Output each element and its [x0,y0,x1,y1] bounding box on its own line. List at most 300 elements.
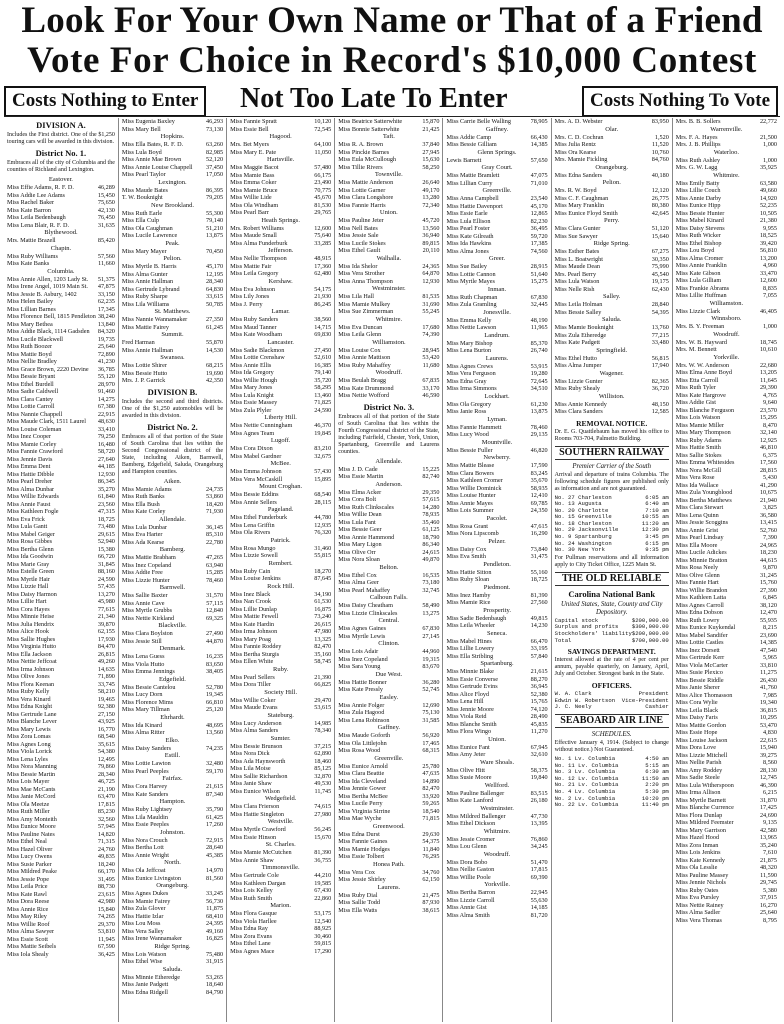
vote-count: 14,185 [530,904,548,911]
contestant-entry [676,557,777,565]
vote-count: 36,720 [651,385,669,392]
contestant-name: Miss Ida Hawkins [446,240,492,247]
vote-count: 11,745 [314,787,332,795]
contestant-name: Miss Gertrude Cole [230,872,279,879]
contestant-entry [7,366,115,374]
contestant-entry [676,887,777,895]
vote-count: 63,260 [206,141,224,148]
contestant-entry [122,225,223,233]
contestant-entry [122,339,223,347]
contestant-name: Miss Ruby Cain [230,567,271,575]
town-heading: Edgefield. [159,675,186,683]
contestant-name: Miss Rosa Mungo [230,544,276,552]
contestant-entry [122,958,223,966]
contestant-entry [676,864,777,872]
contestant-entry [676,857,777,865]
vote-count: 14,820 [97,830,115,838]
vote-count: 52,760 [759,526,777,534]
contestant-name: Miss Ethel Gault [338,247,381,254]
contestant-name: Miss Sadie Caldwell [7,388,59,395]
contestant-entry [338,278,439,286]
contestant-entry [7,501,115,509]
town-heading: North. [164,859,181,866]
contestant-name: Miss Lillie Lowery [446,645,495,652]
contestant-entry [446,866,547,874]
vote-count: 33,285 [314,239,332,247]
contestant-name: Miss Agnes Dukes [121,890,169,897]
vote-count: 32,445 [530,301,548,308]
contestant-entry [7,546,115,554]
vote-count: 14,920 [759,194,777,202]
vote-count: 75,990 [651,263,669,270]
contestant-name: Miss Nelle Rish [554,285,595,293]
vote-count: 46,810 [759,444,777,451]
vote-count: 72,915 [206,836,224,844]
slogan-center: Not Too Late To Enter [240,83,508,114]
contestant-entry [338,164,439,172]
vote-count: 5,380 [763,886,777,894]
vote-count: 12,935 [314,521,332,529]
contestant-entry [555,149,669,157]
contestant-entry [446,233,547,241]
contestant-name: Miss Bessie Martin [7,770,56,778]
contestant-name: Miss Pearl Mahaffey [338,586,391,594]
contestant-name: Miss Sallie Hughes [7,635,56,643]
contestant-entry [230,887,331,895]
contestant-name: Miss Emma Johnson [230,468,282,475]
town-heading: Inman. [487,285,507,293]
contestant-entry [446,240,547,248]
contestant-name: Miss Emma Coker [230,179,277,186]
vote-count: 51,375 [97,275,115,283]
contestant-name: Miss Mattie Boyd [7,350,52,358]
town-heading: Columbia. [47,267,75,275]
contestant-entry [676,917,777,925]
vote-count: 24,590 [97,575,115,583]
vote-count: 13,395 [530,820,548,827]
contestant-name: Miss Kate Barron [7,206,51,214]
contestant-name: Miss Mary Poag [230,635,271,643]
town-heading: Hampton. [159,798,186,805]
vote-count: 31,495 [97,875,115,883]
vote-count: 17,465 [422,739,440,747]
contestant-entry [555,134,669,142]
contestant-entry [230,750,331,758]
vote-count: 47,980 [314,628,332,635]
vote-count: 46,405 [759,307,777,315]
contestant-name: Miss Lois Adair [338,648,379,655]
contestant-entry [676,277,777,285]
contestant-name: Miss Lillian Barnes [7,305,56,313]
town-heading: Westville. [267,818,294,825]
contestant-name: Mrs. Pearl Berry [554,270,597,278]
contestant-name: Miss Sallie Baxter [121,592,168,599]
contestant-name: Miss Ethel Burdell [7,380,54,388]
vote-count: 66,170 [97,868,115,875]
vote-count: 52,780 [206,683,224,691]
contestant-name: Miss Rosa Gibbes [7,538,53,545]
contestant-entry [676,482,777,490]
contestant-entry [446,904,547,912]
vote-count: 58,250 [422,163,440,171]
contestant-name: Miss Daisy Sanders [121,744,172,752]
vote-count: 16,480 [97,440,115,448]
contestant-name: Miss Elma Acker [338,488,382,496]
contestant-name: Miss Ruth Banks [121,493,165,500]
contestant-entry [555,324,669,332]
vote-count: 36,425 [97,950,115,958]
vote-count: 31,690 [422,300,440,308]
contestant-entry [676,737,777,745]
town-heading: Bamberg. [159,546,186,553]
contestant-entry [230,377,331,385]
town-heading: Yorkville. [484,881,510,888]
contestant-entry [230,491,331,499]
vote-count: 12,930 [97,470,115,478]
contestant-entry [7,313,115,321]
contestant-entry [676,624,777,632]
vote-count: 89,815 [422,239,440,247]
contestant-name: Miss Zora Evans [230,932,272,940]
vote-count: 45,540 [651,270,669,278]
vote-count: 7,985 [763,691,777,699]
contestant-name: Miss Ola Lesslie [675,864,718,871]
vote-count: 25,640 [759,909,777,916]
contestant-name: Miss Louise Jenkins [230,575,281,582]
contestant-entry [446,874,547,882]
vote-count: 1,000 [763,323,777,330]
column-3 [227,118,335,1022]
contestant-entry [338,610,439,618]
contestant-name: Miss Julia Hendrix [7,620,55,628]
town-heading: Anderson. [375,480,403,488]
vote-count: 24,690 [759,811,777,819]
contestant-name: Miss Fannie Hart [675,579,719,586]
vote-count: 82,740 [422,473,440,480]
contestant-entry [338,347,439,355]
town-heading: Piedmont. [483,583,511,591]
vote-count: 36,580 [759,511,777,519]
contestant-entry [230,910,331,918]
contestant-name: Miss Ida Gregory [230,369,274,376]
vote-count: 24,735 [206,485,224,493]
vote-count: 8,215 [763,624,777,631]
contestant-entry [7,718,115,726]
vote-count: 17,260 [206,821,224,828]
contestant-entry [7,853,115,861]
contestant-name: Miss Myrtle Barnett [675,796,726,804]
vote-count: 21,190 [97,785,115,793]
vote-count: 13,875 [206,232,224,239]
contestant-entry [7,531,115,539]
contestant-name: Miss Lucy Owens [7,853,53,860]
contestant-name: Miss Cora Harvey [121,783,168,790]
vote-count: 17,050 [206,171,224,178]
vote-count: 59,720 [530,232,548,240]
vote-count: 83,650 [206,660,224,668]
vote-count: 48,915 [314,255,332,262]
vote-count: 36,945 [530,683,548,690]
vote-count: 4,765 [763,391,777,399]
contestant-entry [230,834,331,842]
contestant-name: Miss Alice Hook [7,628,49,635]
contestant-name: Miss Ruby Sanders [230,316,279,323]
contestant-entry [338,473,439,481]
vote-count: 75,640 [314,232,332,239]
town-heading: Prosperity. [483,606,511,614]
contestant-entry [122,539,223,547]
town-heading: Ruby. [273,665,289,673]
contestant-entry [122,524,223,532]
contestant-entry [676,437,777,445]
contestant-entry [7,606,115,614]
vote-count: 34,190 [314,590,332,598]
contestant-name: Miss Willie Dean [338,511,382,518]
contestant-name: Mrs. Mamie Fickling [554,156,608,163]
vote-count: 22,615 [759,736,777,744]
vote-count: 5,430 [763,474,777,481]
contestant-name: Miss Marie Gray [7,560,50,568]
section-description: Dr. E. G. Quattlebaum has moved his office to Rooms 703-704, Palmetto Building. [554,428,669,442]
vote-count: 17,680 [422,323,440,331]
contestant-name: Miss Bertha Lott [121,844,164,851]
vote-count: 11,275 [760,669,777,676]
town-heading: Seneca. [487,629,508,637]
contestant-entry [7,336,115,344]
contestant-name: Miss Bertha Barron [446,889,496,896]
contestant-name: Miss Lila Williams [121,300,170,308]
contestant-entry [338,579,439,587]
vote-count: 73,840 [530,545,548,553]
contestant-entry [122,875,223,883]
contestant-name: Miss Lena Lyles [7,755,48,763]
vote-count: 16,825 [206,935,224,942]
contestant-entry [338,385,439,393]
contestant-name: Miss Bessie Riddle [675,676,724,684]
vote-count: 21,615 [530,668,548,675]
contestant-entry [7,291,115,299]
contestant-entry [338,747,439,755]
vote-count: 67,380 [97,403,115,410]
contestant-entry [676,504,777,512]
town-heading: Warrenville. [710,125,743,133]
contestant-entry [7,846,115,854]
contestant-entry [230,940,331,948]
contestant-entry [122,729,223,737]
vote-count: 58,375 [530,766,548,774]
schedule-label: No. 27 Charleston [554,493,612,501]
contestant-name: Miss Hazel Oliver [7,845,53,853]
contestant-entry [676,118,777,126]
contestant-entry [122,615,223,623]
contestant-entry [676,399,777,407]
contestant-name: Miss Pearl Sellers [230,673,275,681]
contestant-name: Miss Sue Bailey [446,263,488,270]
vote-count: 48,150 [651,400,669,408]
vote-count: 16,770 [97,725,115,733]
vote-count: 47,265 [206,554,224,561]
contestant-name: Miss Vera Kinard [7,695,51,703]
vote-count: 23,570 [759,406,777,414]
vote-count: 33,810 [759,661,777,669]
vote-count: 28,340 [97,770,115,778]
contestant-name: Miss Daisy Harmon [7,590,57,598]
section-heading: District No. 2. [147,421,198,432]
contestant-entry [7,756,115,764]
vote-count: 17,940 [651,362,669,369]
contestant-entry [230,568,331,576]
contestant-name: Miss Essie Converse [446,675,498,683]
contestant-name: Miss Lena Griffin [230,521,275,529]
contestant-entry [230,933,331,941]
vote-count: 27,980 [314,810,332,818]
contestant-entry [230,118,331,126]
vote-count: 23,615 [97,890,115,898]
contestant-entry [122,217,223,225]
town-heading: Salley. [602,293,621,300]
contestant-name: Miss Lizzie Hunter [121,576,170,584]
contestant-entry [122,935,223,943]
contestant-entry [676,722,777,730]
vote-count: 44,185 [97,463,115,470]
contestant-entry [338,377,439,385]
vote-count: 32,560 [97,815,115,823]
contestant-name: Miss Vera Thomas [675,916,722,924]
contestant-name: Miss Annie Folger [338,701,385,709]
contestant-name: Miss Agnes Mace [230,947,275,955]
schedule-label: No. 1 Lv. Columbia [554,755,616,762]
contestant-name: Miss Lottie Garner [338,186,386,194]
contestant-name: Miss Lillie Hart [7,598,47,605]
vote-count: 32,870 [314,772,332,780]
contestant-entry [230,392,331,400]
contestant-name: Miss Iola Shealy [7,950,49,958]
contestant-name: Miss Dora Tiller [230,681,271,688]
vote-count: 35,270 [97,485,115,493]
contestant-entry [230,628,331,636]
contestant-name: Miss Mamie Bass [230,171,275,179]
contestant-name: Miss Minnie Etheredge [121,973,180,981]
contestant-name: Miss Irma Johnson [7,665,55,673]
contestant-name: Miss Clara Cantey [7,395,54,403]
contestant-name: Miss Alice Thomasson [675,691,733,699]
contestant-entry [446,141,547,149]
vote-count: 58,295 [314,384,332,391]
vote-count: 27,490 [206,630,224,637]
vote-count: 27,450 [314,346,332,354]
vote-count: 14,530 [206,346,224,354]
town-heading: Lyman. [487,415,507,423]
vote-count: 24,395 [206,920,224,927]
contestant-entry [338,876,439,884]
contestant-entry [7,328,115,336]
contestant-name: Miss Bessie Geer [338,526,382,533]
section-heading: DIVISION B. [147,386,198,397]
vote-count: 70,450 [206,247,224,255]
contestant-name: Miss Eunice Fant [446,743,490,751]
town-heading: Ware Shoals. [479,758,515,766]
vote-count: 57,650 [530,156,548,164]
vote-count: 15,380 [97,545,115,553]
vote-count: 87,645 [314,575,332,582]
contestant-name: Miss Annie Mayes [446,499,493,507]
schedule-value: 6:30 am [645,768,669,776]
contestant-name: Miss Lottie Crenshaw [230,354,285,361]
contestant-name: Miss Ruby Oates [675,886,719,894]
contestant-entry [7,951,115,959]
contestant-name: Miss Bessie Fuller [446,446,493,454]
contestant-entry [230,849,331,857]
section-subheading: Premier Carrier of the South [572,462,652,470]
column-2 [119,118,227,1022]
contestant-name: Miss Mamie Bruce [230,186,278,194]
vote-count: 43,925 [97,718,115,725]
vote-count: 34,760 [422,868,440,876]
vote-count: 7,055 [763,292,777,299]
vote-count: 31,585 [422,716,440,724]
contestant-name: Miss Mary Lewis [7,725,51,733]
contestant-name: Miss Kathleen Latta [675,594,726,601]
contestant-name: Miss Maude Small [230,232,277,239]
vote-count: 13,460 [314,391,332,399]
contestant-entry [676,362,777,370]
town-heading: Society Hill. [264,688,298,696]
town-heading: Rembert. [268,559,293,567]
contestant-entry [555,263,669,271]
contestant-name: Miss Myrtle B. Harris [121,263,177,270]
contestant-name: Miss Bertha McBee [338,792,388,800]
contestant-name: Miss Rosa Grant [446,522,489,530]
contestant-name: Miss Bessie Eddins [230,491,279,498]
vote-count: 32,675 [314,452,332,460]
contestant-name: Miss Flora Keenan [7,680,55,688]
vote-count: 33,470 [759,269,777,277]
contestant-name: Miss Susie Plexico [675,669,723,676]
contestant-entry [446,790,547,798]
contestant-entry [338,392,439,400]
contestant-name: Miss Eva Johnson [230,285,276,293]
contestant-entry [676,240,777,248]
contestant-name: Miss Ruth Ashley [675,156,721,164]
contestant-entry [446,401,547,409]
contestant-entry [676,819,777,827]
contestant-name: Miss Mary E. Pate [230,148,277,156]
town-heading: Denmark. [159,645,186,652]
vote-count: 15,840 [97,905,115,913]
contestant-entry [676,632,777,640]
contestant-entry [7,276,115,284]
vote-count: 18,460 [314,757,332,765]
contestant-name: Miss Essie Tolbert [338,853,385,860]
contestant-entry [446,767,547,775]
vote-count: 33,920 [422,792,440,800]
vote-count: 41,760 [759,684,777,691]
contestant-entry [446,897,547,905]
contestant-entry [338,534,439,542]
vote-count: 57,430 [314,468,332,475]
contestant-name: Miss Annie Darby [675,194,722,202]
contestant-entry [676,662,777,670]
vote-count: 20,110 [422,247,440,254]
contestant-entry [446,774,547,782]
contestant-name: Miss Kate Gilreath [446,232,494,240]
schedule-value: $200,000.00 [631,630,669,638]
contestant-entry [7,343,115,351]
vote-count: 7,610 [763,849,777,856]
town-heading: Liberty Hill. [264,414,297,421]
contestant-entry [122,852,223,860]
contestant-entry [676,187,777,195]
